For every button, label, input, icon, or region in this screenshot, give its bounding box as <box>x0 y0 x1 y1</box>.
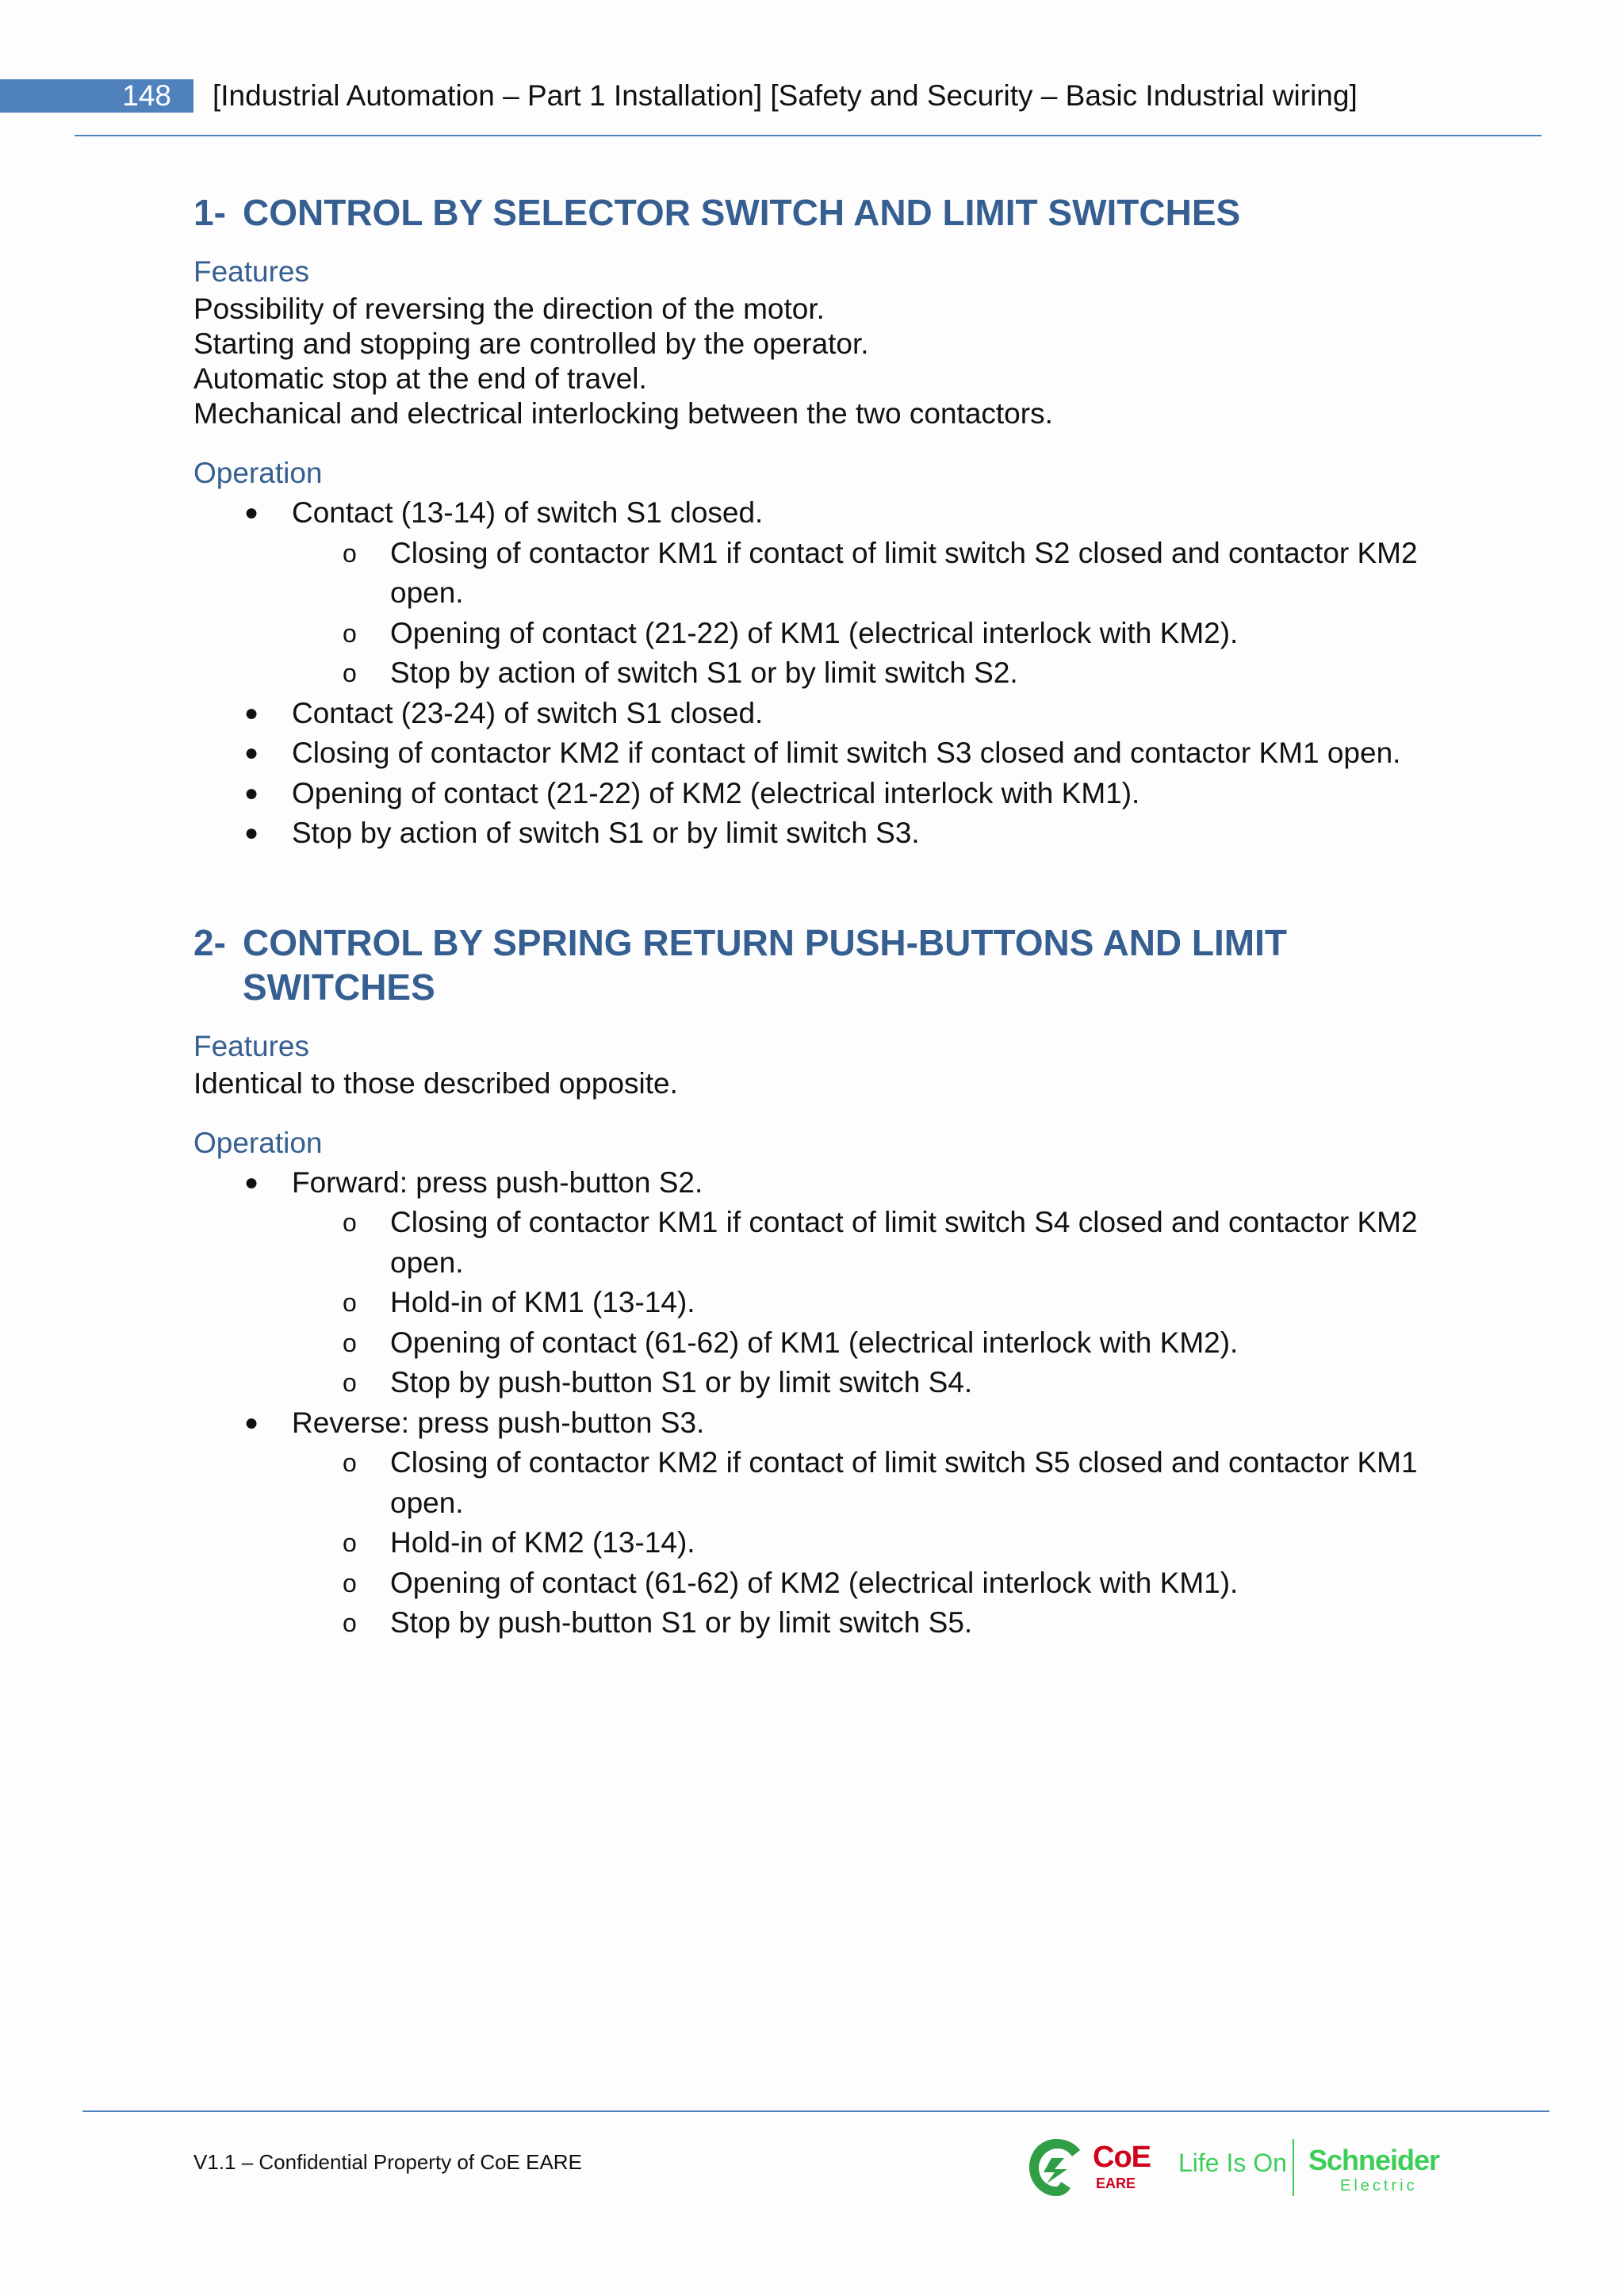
sub-list <box>292 1443 1470 1644</box>
bullet-icon: ● <box>244 1409 259 1436</box>
circle-bullet-icon: o <box>343 1448 357 1477</box>
bullet-icon: ● <box>244 1169 259 1196</box>
footer-logos <box>1023 2133 1467 2204</box>
coe-logo-icon <box>1023 2134 1090 2201</box>
circle-bullet-icon: o <box>343 1609 357 1637</box>
sub-list-item <box>292 1443 1470 1523</box>
sub-list-item <box>292 1363 1470 1403</box>
circle-bullet-icon: o <box>343 1208 357 1237</box>
sub-list-item <box>292 1203 1470 1283</box>
list-item <box>193 1163 1470 1403</box>
coe-logo-text: CoE <box>1093 2141 1151 2174</box>
list-item-text: Reverse: press push-button S3. <box>292 1406 705 1439</box>
bullet-icon: ● <box>244 499 259 526</box>
section-title-line: SWITCHES <box>243 966 435 1008</box>
section-title <box>243 920 1470 1009</box>
sub-list-item-text: Opening of contact (21-22) of KM1 (electrical interlock with KM2). <box>390 616 1239 649</box>
circle-bullet-icon: o <box>343 659 357 687</box>
sub-list-item-text: Closing of contactor KM2 if contact of limit switch S5 closed and contactor KM1 open. <box>390 1446 1418 1519</box>
sub-list-item <box>292 534 1470 614</box>
sub-list <box>292 534 1470 694</box>
feature-line: Identical to those described opposite. <box>193 1066 678 1100</box>
features-heading: Features <box>193 255 310 288</box>
sub-list-item-text: Opening of contact (61-62) of KM1 (electrical interlock with KM2). <box>390 1326 1239 1359</box>
section-title: CONTROL BY SELECTOR SWITCH AND LIMIT SWITCHES <box>243 192 1241 233</box>
section-2-heading <box>193 920 1470 1009</box>
list-item-text: Stop by action of switch S1 or by limit switch S3. <box>292 817 920 849</box>
sub-list-item <box>292 653 1470 694</box>
list-item <box>193 694 1470 734</box>
bullet-icon: ● <box>244 740 259 766</box>
sub-list-item-text: Opening of contact (61-62) of KM2 (electrical interlock with KM1). <box>390 1566 1239 1599</box>
sub-list-item-text: Hold-in of KM1 (13-14). <box>390 1286 695 1318</box>
circle-bullet-icon: o <box>343 1288 357 1317</box>
page-number: 148 <box>0 79 193 113</box>
list-item-text: Opening of contact (21-22) of KM2 (electrical interlock with KM1). <box>292 776 1140 809</box>
eare-logo-text: EARE <box>1096 2175 1136 2191</box>
list-item <box>193 493 1470 694</box>
circle-bullet-icon: o <box>343 1328 357 1357</box>
feature-line: Starting and stopping are controlled by the operator. <box>193 327 869 360</box>
sub-list-item <box>292 1323 1470 1364</box>
list-item <box>193 774 1470 814</box>
footer-divider <box>82 2110 1549 2112</box>
section-title-line: CONTROL BY SPRING RETURN PUSH-BUTTONS AND LIMIT <box>243 921 1287 963</box>
list-item-text: Closing of contactor KM2 if contact of limit switch S3 closed and contactor KM1 open. <box>292 737 1401 769</box>
sub-list-item <box>292 1563 1470 1604</box>
circle-bullet-icon: o <box>343 1368 357 1397</box>
sub-list-item-text: Stop by push-button S1 or by limit switch S4. <box>390 1366 973 1399</box>
operation-heading: Operation <box>193 1126 323 1159</box>
operation-heading: Operation <box>193 457 323 489</box>
sub-list-item <box>292 1603 1470 1644</box>
circle-bullet-icon: o <box>343 618 357 648</box>
list-item-text: Contact (13-14) of switch S1 closed. <box>292 496 764 529</box>
list-item <box>193 1403 1470 1644</box>
sub-list-item-text: Closing of contactor KM1 if contact of limit switch S2 closed and contactor KM2 open. <box>390 536 1418 609</box>
sub-list-item <box>292 1283 1470 1323</box>
header-divider <box>75 135 1542 136</box>
electric-logo-text: Electric <box>1340 2177 1418 2195</box>
sub-list-item-text: Stop by push-button S1 or by limit switch S5. <box>390 1606 973 1639</box>
footer-confidential: V1.1 – Confidential Property of CoE EARE <box>193 2150 582 2174</box>
sub-list-item-text: Closing of contactor KM1 if contact of limit switch S4 closed and contactor KM2 open. <box>390 1206 1418 1279</box>
running-header: [Industrial Automation – Part 1 Installation] [Safety and Security – Basic Industrial wiring] <box>213 79 1358 112</box>
bullet-icon: ● <box>244 820 259 846</box>
sub-list-item-text: Hold-in of KM2 (13-14). <box>390 1526 695 1559</box>
bullet-icon: ● <box>244 699 259 726</box>
circle-bullet-icon: o <box>343 1529 357 1557</box>
features-heading: Features <box>193 1029 310 1062</box>
schneider-logo-text: Schneider <box>1308 2144 1440 2176</box>
sub-list-item-text: Stop by action of switch S1 or by limit switch S2. <box>390 656 1018 689</box>
operation-list <box>193 493 1470 854</box>
sub-list <box>292 1203 1470 1403</box>
list-item <box>193 733 1470 774</box>
life-is-on-tagline: Life Is On <box>1178 2149 1287 2177</box>
feature-line: Possibility of reversing the direction of the motor. <box>193 293 825 325</box>
bullet-icon: ● <box>244 779 259 806</box>
operation-list <box>193 1163 1470 1644</box>
page-content <box>193 190 1470 1644</box>
section-1-heading <box>193 190 1470 235</box>
logo-divider <box>1293 2139 1294 2196</box>
list-item <box>193 813 1470 854</box>
sub-list-item <box>292 1523 1470 1563</box>
feature-line: Mechanical and electrical interlocking between the two contactors. <box>193 397 1053 430</box>
circle-bullet-icon: o <box>343 538 357 568</box>
section-number: 1- <box>193 192 226 233</box>
list-item-text: Contact (23-24) of switch S1 closed. <box>292 696 764 729</box>
list-item-text: Forward: press push-button S2. <box>292 1165 703 1199</box>
sub-list-item <box>292 614 1470 654</box>
section-number: 2- <box>193 921 226 963</box>
circle-bullet-icon: o <box>343 1568 357 1598</box>
feature-line: Automatic stop at the end of travel. <box>193 362 647 395</box>
